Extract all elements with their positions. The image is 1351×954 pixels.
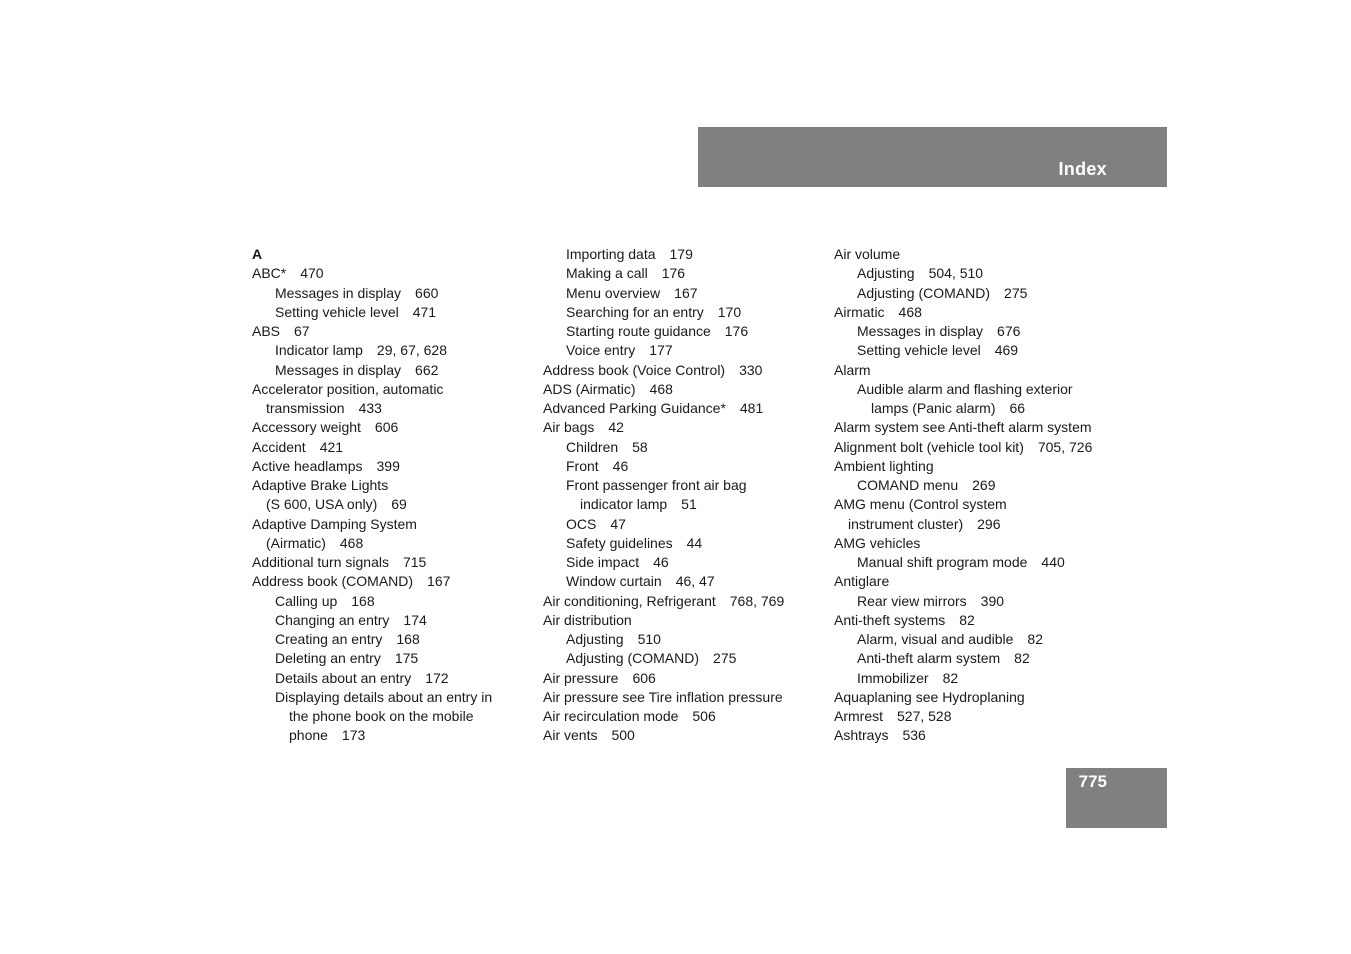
index-entry: Importing data 179	[566, 246, 693, 262]
index-entry: Immobilizer 82	[857, 669, 959, 686]
index-entry: Air recirculation mode 506	[543, 708, 716, 724]
index-entry: phone 173	[289, 727, 366, 744]
header-bar	[698, 127, 1167, 187]
index-entry: Making a call 176	[566, 265, 686, 282]
index-entry: Adaptive Brake Lights	[252, 477, 389, 493]
index-entry: Accelerator position, automatic	[252, 380, 444, 397]
index-entry: Voice entry 177	[566, 342, 673, 359]
index-entry: Air vents 500	[543, 727, 635, 744]
index-entry: Advanced Parking Guidance* 481	[543, 400, 764, 416]
index-entry: Alarm system see Anti-theft alarm system	[834, 419, 1092, 436]
index-entry: Indicator lamp 29, 67, 628	[275, 342, 447, 359]
index-entry: Searching for an entry 170	[566, 303, 742, 320]
index-entry: Setting vehicle level 469	[857, 342, 1019, 359]
index-entry: Messages in display 676	[857, 323, 1021, 339]
index-entry: (S 600, USA only) 69	[266, 496, 407, 513]
index-entry: Setting vehicle level 471	[275, 303, 437, 320]
index-entry: Adjusting 510	[566, 631, 661, 647]
index-entry: Ambient lighting	[834, 457, 934, 474]
index-entry: Safety guidelines 44	[566, 534, 703, 551]
index-entry: Rear view mirrors 390	[857, 592, 1005, 609]
index-entry: Creating an entry 168	[275, 631, 420, 647]
index-entry: lamps (Panic alarm) 66	[871, 400, 1026, 416]
index-entry: Children 58	[566, 438, 648, 455]
index-entry: Changing an entry 174	[275, 611, 427, 628]
index-entry: transmission 433	[266, 400, 382, 416]
index-entry: Additional turn signals 715	[252, 554, 427, 570]
index-column-1	[252, 245, 527, 746]
page-number: 775	[1078, 772, 1107, 791]
index-entry: Accident 421	[252, 438, 344, 455]
index-entry: Address book (COMAND) 167	[252, 573, 451, 590]
index-entry: Adjusting 504, 510	[857, 265, 984, 282]
index-entry: Aquaplaning see Hydroplaning	[834, 688, 1025, 705]
index-entry: Anti-theft systems 82	[834, 611, 975, 628]
index-entry: Menu overview 167	[566, 284, 698, 301]
index-entry: Displaying details about an entry in	[275, 688, 493, 705]
index-entry: Air distribution	[543, 611, 632, 628]
index-entry: OCS 47	[566, 515, 626, 532]
index-entry: the phone book on the mobile	[289, 708, 474, 724]
index-entry: Details about an entry 172	[275, 669, 449, 686]
index-entry: ABC* 470	[252, 265, 324, 282]
index-entry: instrument cluster) 296	[848, 515, 1001, 532]
index-entry: Alarm	[834, 361, 871, 378]
index-entry: Deleting an entry 175	[275, 650, 419, 667]
index-entry: ABS 67	[252, 323, 310, 339]
index-entry: Messages in display 662	[275, 361, 439, 378]
index-entry: Front 46	[566, 457, 629, 474]
index-entry: Accessory weight 606	[252, 419, 399, 436]
index-letter-heading: A	[252, 246, 263, 262]
page-title: Index	[1058, 159, 1107, 179]
index-entry: AMG vehicles	[834, 534, 921, 551]
index-entry: Manual shift program mode 440	[857, 554, 1065, 570]
index-entry: ADS (Airmatic) 468	[543, 380, 673, 397]
index-entry: Starting route guidance 176	[566, 323, 749, 339]
index-entry: Air conditioning, Refrigerant 768, 769	[543, 592, 785, 609]
index-entry: Messages in display 660	[275, 284, 439, 301]
index-entry: Adaptive Damping System	[252, 515, 417, 532]
index-column-2	[543, 245, 818, 746]
index-entry: Antiglare	[834, 573, 890, 590]
index-entry: Adjusting (COMAND) 275	[566, 650, 737, 667]
index-entry: Airmatic 468	[834, 303, 922, 320]
index-entry: COMAND menu 269	[857, 477, 996, 493]
index-entry: Anti-theft alarm system 82	[857, 650, 1030, 667]
index-entry: Alignment bolt (vehicle tool kit) 705, 726	[834, 438, 1093, 455]
index-entry: Audible alarm and flashing exterior	[857, 380, 1073, 397]
index-entry: Air volume	[834, 246, 901, 262]
index-entry: Alarm, visual and audible 82	[857, 631, 1043, 647]
index-entry: Active headlamps 399	[252, 457, 400, 474]
index-entry: (Airmatic) 468	[266, 534, 364, 551]
index-entry: Air pressure 606	[543, 669, 656, 686]
index-entry: Address book (Voice Control) 330	[543, 361, 763, 378]
index-column-3	[834, 245, 1109, 746]
index-entry: AMG menu (Control system	[834, 496, 1007, 513]
index-entry: Adjusting (COMAND) 275	[857, 284, 1028, 301]
index-entry: Front passenger front air bag	[566, 477, 747, 493]
page-number-tab	[1066, 768, 1167, 828]
index-entry: Side impact 46	[566, 554, 669, 570]
index-entry: Air bags 42	[543, 419, 624, 436]
index-entry: Calling up 168	[275, 592, 375, 609]
index-entry: Window curtain 46, 47	[566, 573, 715, 590]
index-entry: indicator lamp 51	[580, 496, 697, 513]
index-entry: Air pressure see Tire inflation pressure	[543, 688, 783, 705]
index-entry: Ashtrays 536	[834, 727, 926, 744]
index-entry: Armrest 527, 528	[834, 708, 952, 724]
